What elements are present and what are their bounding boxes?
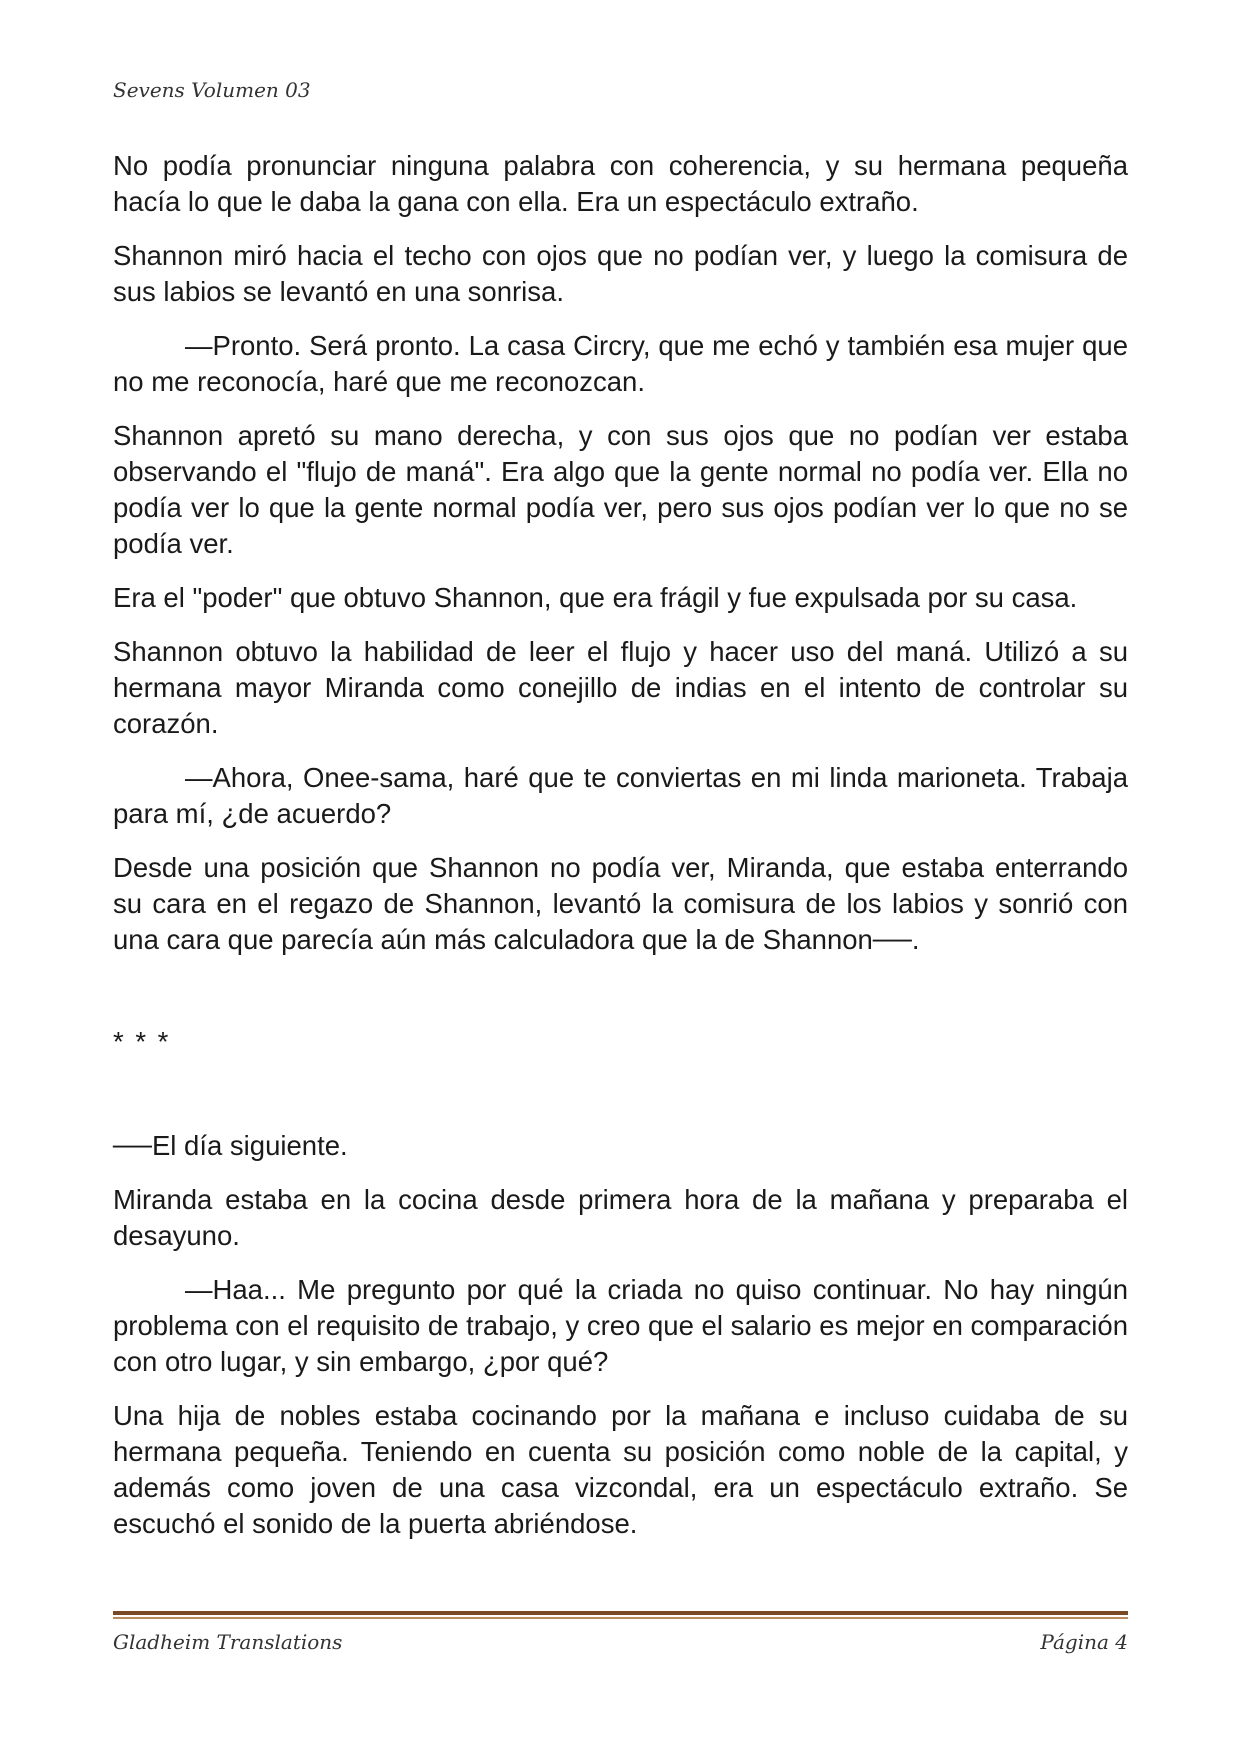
paragraph: Una hija de nobles estaba cocinando por la mañana e incluso cuidaba de su hermana pequeña. Teniendo en cuenta su posición como noble de la capital, y además como joven de una casa vizcondal, era un espectáculo extraño. Se escuchó el sonido de la puerta abriéndose. [113, 1400, 1128, 1539]
paragraph: ──El día siguiente. [113, 1130, 348, 1161]
paragraph: Shannon apretó su mano derecha, y con sus ojos que no podían ver estaba observando el "flujo de maná". Era algo que la gente normal no podía ver. Ella no podía ver lo que la gente normal podía ver, pero sus ojos podían ver lo que no se podía ver. [113, 420, 1128, 559]
dialogue-paragraph: —Haa... Me pregunto por qué la criada no quiso continuar. No hay ningún problema con el requisito de trabajo, y creo que el salario es mejor en comparación con otro lugar, y sin embargo, ¿por qué? [113, 1274, 1128, 1377]
dialogue-paragraph: —Ahora, Onee-sama, haré que te conviertas en mi linda marioneta. Trabaja para mí, ¿de acuerdo? [113, 762, 1128, 829]
paragraph: Era el "poder" que obtuvo Shannon, que era frágil y fue expulsada por su casa. [113, 582, 1078, 613]
footer-publisher: Gladheim Translations [113, 1630, 343, 1654]
dialogue-paragraph: —Pronto. Será pronto. La casa Circry, que me echó y también esa mujer que no me reconocía, haré que me reconozcan. [113, 330, 1128, 397]
scene-separator: * * * [113, 1026, 171, 1057]
paragraph: Desde una posición que Shannon no podía ver, Miranda, que estaba enterrando su cara en el regazo de Shannon, levantó la comisura de los labios y sonrió con una cara que parecía aún más calculadora que la de Shannon──. [113, 852, 1128, 955]
footer-divider-thin [113, 1617, 1128, 1619]
paragraph: Shannon obtuvo la habilidad de leer el flujo y hacer uso del maná. Utilizó a su hermana mayor Miranda como conejillo de indias en el intento de controlar su corazón. [113, 636, 1128, 739]
page-number: Página 4 [1040, 1630, 1128, 1654]
paragraph: No podía pronunciar ninguna palabra con coherencia, y su hermana pequeña hacía lo que le daba la gana con ella. Era un espectáculo extraño. [113, 150, 1128, 217]
footer-divider [113, 1611, 1128, 1615]
running-header: Sevens Volumen 03 [113, 78, 311, 102]
paragraph: Shannon miró hacia el techo con ojos que no podían ver, y luego la comisura de sus labios se levantó en una sonrisa. [113, 240, 1128, 307]
body-text [113, 148, 1128, 1560]
paragraph: Miranda estaba en la cocina desde primera hora de la mañana y preparaba el desayuno. [113, 1184, 1128, 1251]
